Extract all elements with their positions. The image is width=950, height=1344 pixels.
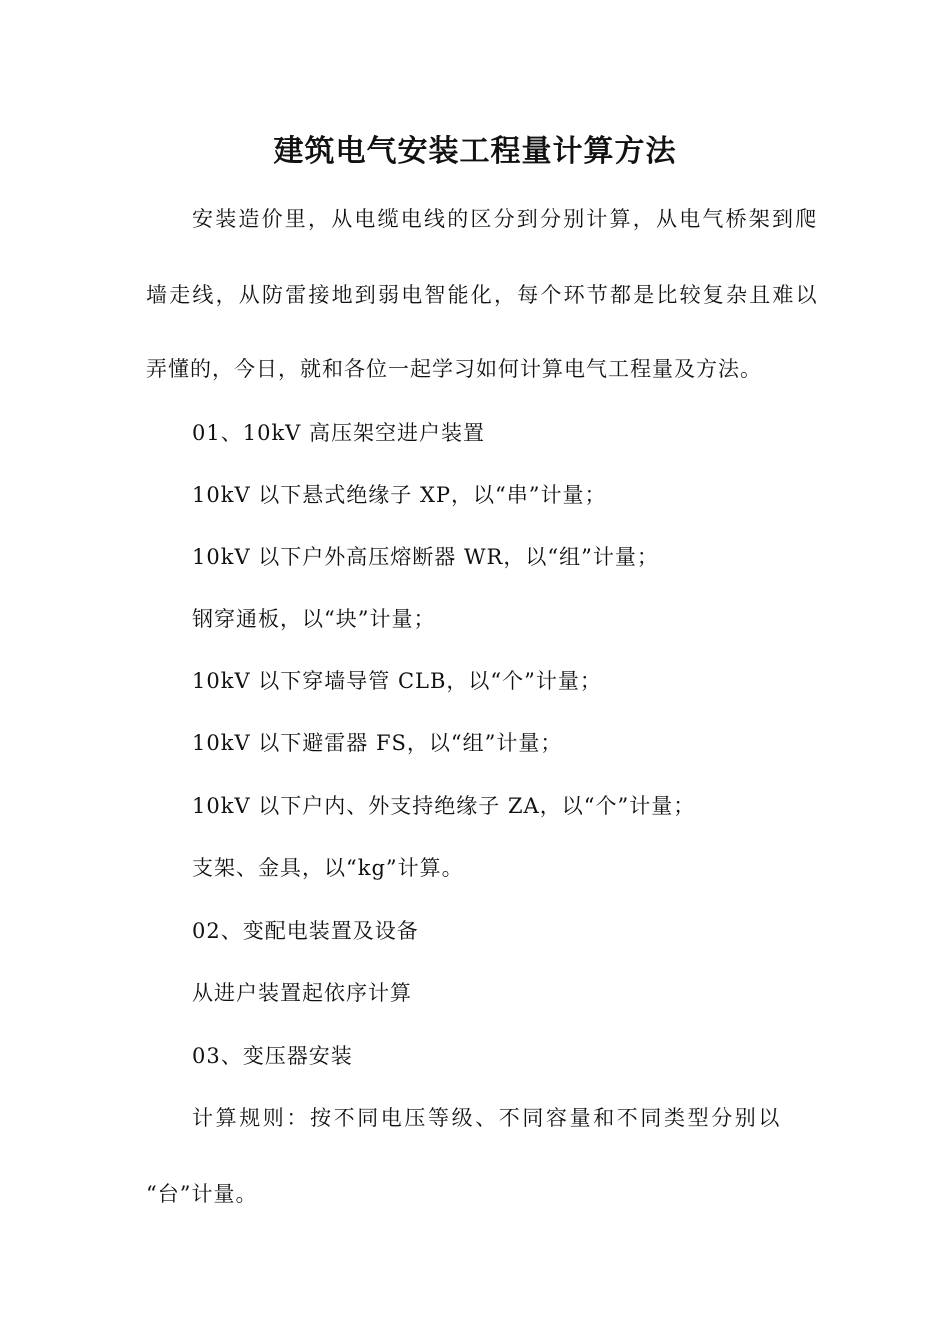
section-2-heading: 02、变配电装置及设备 bbox=[192, 919, 419, 943]
section-1-item: 10kV 以下户外高压熔断器 WR，以“组”计量； bbox=[192, 545, 659, 569]
section-3-rule-line-1: 计算规则：按不同电压等级、不同容量和不同类型分别以 bbox=[192, 1106, 782, 1130]
intro-line-1: 安装造价里，从电缆电线的区分到分别计算，从电气桥架到爬 bbox=[192, 207, 819, 231]
section-1-heading: 01、10kV 高压架空进户装置 bbox=[192, 421, 486, 445]
intro-line-3: 弄懂的，今日，就和各位一起学习如何计算电气工程量及方法。 bbox=[146, 357, 762, 381]
section-1-item: 10kV 以下穿墙导管 CLB，以“个”计量； bbox=[192, 669, 602, 693]
section-2-body: 从进户装置起依序计算 bbox=[192, 981, 412, 1005]
section-3-heading: 03、变压器安装 bbox=[192, 1044, 353, 1068]
intro-line-2: 墙走线，从防雷接地到弱电智能化，每个环节都是比较复杂且难以 bbox=[146, 283, 819, 307]
section-1-item: 支架、金具，以“kg”计算。 bbox=[192, 856, 464, 880]
section-1-item: 10kV 以下避雷器 FS，以“组”计量； bbox=[192, 731, 563, 755]
document-title: 建筑电气安装工程量计算方法 bbox=[273, 134, 677, 169]
section-1-item: 钢穿通板，以“块”计量； bbox=[192, 607, 436, 631]
section-3-rule-line-2: “台”计量。 bbox=[146, 1182, 258, 1206]
section-1-item: 10kV 以下悬式绝缘子 XP，以“串”计量； bbox=[192, 483, 607, 507]
section-1-item: 10kV 以下户内、外支持绝缘子 ZA，以“个”计量； bbox=[192, 794, 696, 818]
